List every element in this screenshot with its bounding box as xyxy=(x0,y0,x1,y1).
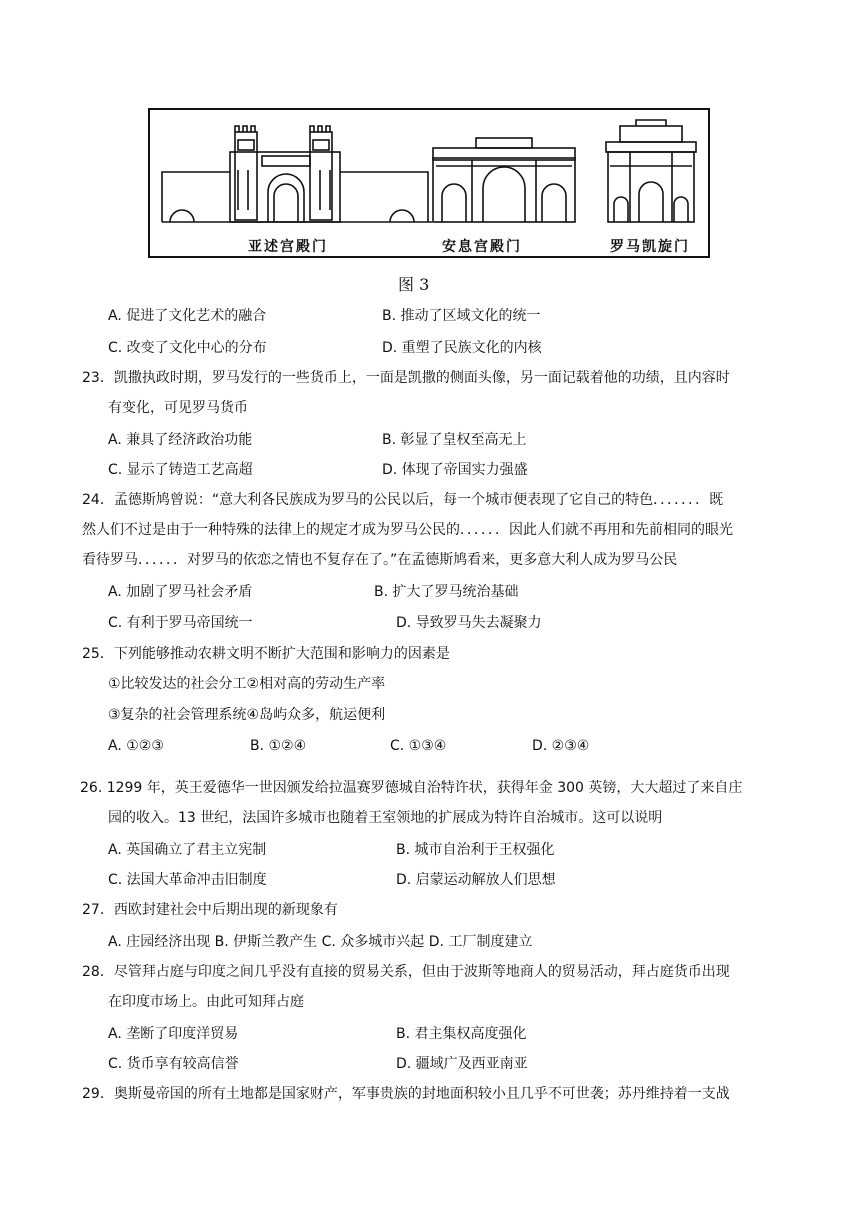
q26-option-b: B. 城市自治利于王权强化 xyxy=(396,842,555,858)
caption-assyrian-gate: 亚述宫殿门 xyxy=(248,239,328,255)
assyrian-gate-drawing xyxy=(162,126,432,222)
q22-option-d: D. 重塑了民族文化的内核 xyxy=(382,340,542,356)
q25-statement-1: ①比较发达的社会分工②相对高的劳动生产率 xyxy=(108,676,386,692)
q25-option-c: C. ①③④ xyxy=(390,738,447,754)
roman-arch-drawing xyxy=(606,120,696,222)
q22-option-c: C. 改变了文化中心的分布 xyxy=(108,340,267,356)
q25-statement-2: ③复杂的社会管理系统④岛屿众多，航运便利 xyxy=(108,707,386,723)
q28-stem-line-1: 28．尽管拜占庭与印度之间几乎没有直接的贸易关系，但由于波斯等地商人的贸易活动，拜占庭货币出现 xyxy=(82,964,730,980)
q25-stem: 25．下列能够推动农耕文明不断扩大范围和影响力的因素是 xyxy=(82,646,450,662)
figure-title: 图 3 xyxy=(398,275,430,294)
gate-drawings xyxy=(150,110,708,256)
q22-option-b: B. 推动了区域文化的统一 xyxy=(382,308,541,324)
q29-stem-line-1: 29．奥斯曼帝国的所有土地都是国家财产，军事贵族的封地面积较小且几乎不可世袭；苏丹维持着一支战 xyxy=(82,1086,730,1102)
parthian-gate-drawing xyxy=(433,138,575,222)
q24-option-b: B. 扩大了罗马统治基础 xyxy=(374,584,519,600)
q28-option-b: B. 君主集权高度强化 xyxy=(396,1026,527,1042)
q23-option-b: B. 彰显了皇权至高无上 xyxy=(382,432,527,448)
q27-stem: 27．西欧封建社会中后期出现的新现象有 xyxy=(82,902,338,918)
q26-option-a: A. 英国确立了君主立宪制 xyxy=(108,842,267,858)
q23-stem-line-1: 23．凯撒执政时期，罗马发行的一些货币上，一面是凯撒的侧面头像，另一面记载着他的功绩，且内容时 xyxy=(82,370,730,386)
q26-option-c: C. 法国大革命冲击旧制度 xyxy=(108,872,267,888)
q25-option-d: D. ②③④ xyxy=(532,738,590,754)
q24-option-d: D. 导致罗马失去凝聚力 xyxy=(396,615,542,631)
q28-option-a: A. 垄断了印度洋贸易 xyxy=(108,1026,239,1042)
q22-option-a: A. 促进了文化艺术的融合 xyxy=(108,308,267,324)
q28-option-d: D. 疆域广及西亚南亚 xyxy=(396,1056,528,1072)
q24-stem-line-3: 看待罗马．．．．．．对罗马的依恋之情也不复存在了。”在孟德斯鸠看来，更多意大利人成为罗马公民 xyxy=(82,552,678,568)
q26-stem-line-1: 26. 1299 年，英王爱德华一世因颁发给拉温赛罗德城自治特许状，获得年金 300 英镑，大大超过了来自庄 xyxy=(80,780,743,796)
caption-parthian-gate: 安息宫殿门 xyxy=(442,239,522,255)
q24-stem-line-2: 然人们不过是由于一种特殊的法律上的规定才成为罗马公民的．．．．．．因此人们就不再用和先前相同的眼光 xyxy=(82,522,733,538)
q23-option-a: A. 兼具了经济政治功能 xyxy=(108,432,253,448)
q23-stem-line-2: 有变化，可见罗马货币 xyxy=(108,400,248,416)
caption-roman-arch: 罗马凯旋门 xyxy=(610,239,690,255)
q27-options: A. 庄园经济出现 B. 伊斯兰教产生 C. 众多城市兴起 D. 工厂制度建立 xyxy=(108,934,533,950)
q24-option-c: C. 有利于罗马帝国统一 xyxy=(108,615,253,631)
q25-option-a: A. ①②③ xyxy=(108,738,164,754)
q23-option-d: D. 体现了帝国实力强盛 xyxy=(382,462,528,478)
q24-stem-line-1: 24．孟德斯鸠曾说：“意大利各民族成为罗马的公民以后，每一个城市便表现了它自己的特色．．．．．．．既 xyxy=(82,492,724,508)
q23-option-c: C. 显示了铸造工艺高超 xyxy=(108,462,253,478)
q25-option-b: B. ①②④ xyxy=(250,738,307,754)
q28-option-c: C. 货币享有较高信誉 xyxy=(108,1056,239,1072)
q26-stem-line-2: 园的收入。13 世纪，法国许多城市也随着王室领地的扩展成为特许自治城市。这可以说明 xyxy=(108,810,663,826)
q26-option-d: D. 启蒙运动解放人们思想 xyxy=(396,872,556,888)
q28-stem-line-2: 在印度市场上。由此可知拜占庭 xyxy=(108,994,304,1010)
figure-3-image xyxy=(148,108,710,258)
q24-option-a: A. 加剧了罗马社会矛盾 xyxy=(108,584,253,600)
